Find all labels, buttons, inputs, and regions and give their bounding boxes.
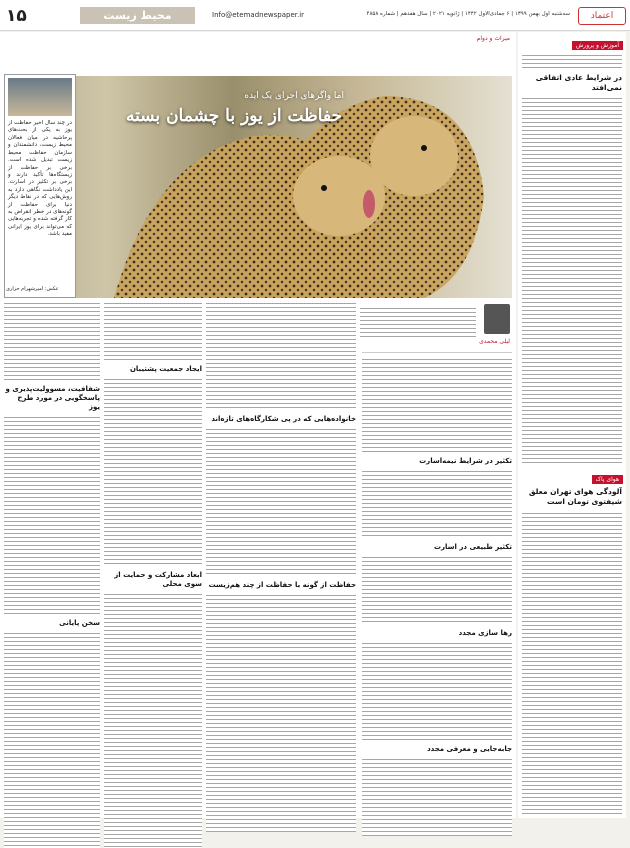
author-block xyxy=(362,302,512,353)
article-subhead: تکثیر در شرایط نیمه‌اسارت xyxy=(419,457,512,465)
article-column-3 xyxy=(104,300,202,848)
column-body xyxy=(4,300,100,380)
article-column-2 xyxy=(206,300,356,848)
column-body xyxy=(104,376,202,566)
email-link[interactable]: Info@etemadnewspaper.ir xyxy=(212,11,305,19)
column-body xyxy=(104,591,202,848)
article-subhead: شفافیت، مسوولیت‌پذیری و پاسخگویی در مورد طرح یوز xyxy=(5,385,100,412)
section-label: میراث و دوام xyxy=(476,35,510,42)
column-body xyxy=(206,300,356,410)
feature-headline: حفاظت از یوز با چشمان بسته xyxy=(126,106,342,126)
feature-article xyxy=(0,32,516,818)
cheetah-photo xyxy=(4,76,512,298)
column-body xyxy=(362,468,512,538)
feature-kicker: اما واگرهای اجرای یک ایده xyxy=(244,91,344,101)
intro-text: در چند سال اخیر حفاظت از یوز به یکی از بحث‌های پرحاشیه در میان فعالان محیط زیست، دانشمندان و سازمان حفاظت محیط زیست تبدیل شده است. برخی بر حفاظت از زیستگاه‌ها تأکید دارند و برخی بر تکثیر در اسارت. این یادداشت نگاهی دارد به روش‌هایی که در نقاط دیگر دنیا برای حفاظت از گونه‌های در خطر انقراض به کار گرفته شده و تجربه‌هایی که می‌تواند برای یوز ایرانی مفید باشد. xyxy=(8,120,72,238)
sidebar-headline-1: در شرایط عادی اتفاقی نمی‌افتد xyxy=(535,73,622,93)
article-subhead: ابعاد مشارکت و حمایت از سوی محلی xyxy=(114,571,202,589)
page-header xyxy=(0,0,630,31)
article-subhead: ایجاد جمعیت پشتیبان xyxy=(129,365,202,373)
column-body xyxy=(206,592,356,832)
column-body xyxy=(362,640,512,740)
newspaper-logo: اعتماد xyxy=(578,7,626,25)
page-number: ۱۵ xyxy=(6,6,27,26)
author-name: لیلی محمدی xyxy=(479,338,510,345)
sidebar-headline-2: آلودگی هوای تهران معلق شیفتوی تومان است xyxy=(528,487,622,507)
author-avatar xyxy=(484,304,510,334)
article-subhead: جابه‌جایی و معرفی مجدد xyxy=(427,745,512,754)
column-body xyxy=(206,426,356,576)
section-tab: محیط زیست xyxy=(80,7,195,24)
article-subhead: حفاظت از گونه با حفاظت از چند هم‌زیست xyxy=(208,581,356,590)
column-body xyxy=(4,630,100,848)
intro-box xyxy=(4,74,76,298)
sidebar-story-2-body xyxy=(522,510,622,815)
article-subhead: سخن پایانی xyxy=(59,619,100,628)
dateline: سه‌شنبه اول بهمن ۱۳۹۹ | ۶ جمادی‌الاول ۱۴۴۲ | ژانویه ۲۰۲۱ | سال هفدهم | شماره ۴۸۵۸ xyxy=(366,11,570,17)
author-note xyxy=(360,305,476,339)
column-body xyxy=(362,756,512,836)
photo-caption: عکس: امیرشهرام جزاری xyxy=(6,286,59,292)
article-column-1 xyxy=(362,356,512,848)
sidebar-rubric-education: آموزش و پرورش xyxy=(572,41,623,50)
sidebar-rubric-clean-air: هوای پاک xyxy=(592,475,623,484)
column-body xyxy=(362,554,512,624)
article-subhead: خانواده‌هایی که در پی شکارگاه‌های تازه‌اند xyxy=(211,415,356,423)
article-subhead: رها سازی مجدد xyxy=(458,629,512,638)
article-column-4 xyxy=(4,300,100,848)
article-subhead: تکثیر طبیعی در اسارت xyxy=(433,543,512,552)
intro-thumbnail xyxy=(8,78,72,116)
column-body xyxy=(4,414,100,614)
sidebar-story-1-body xyxy=(522,95,622,465)
column-body xyxy=(104,300,202,360)
sidebar xyxy=(518,32,626,818)
sidebar-lead-text xyxy=(522,52,622,70)
column-body xyxy=(362,356,512,452)
